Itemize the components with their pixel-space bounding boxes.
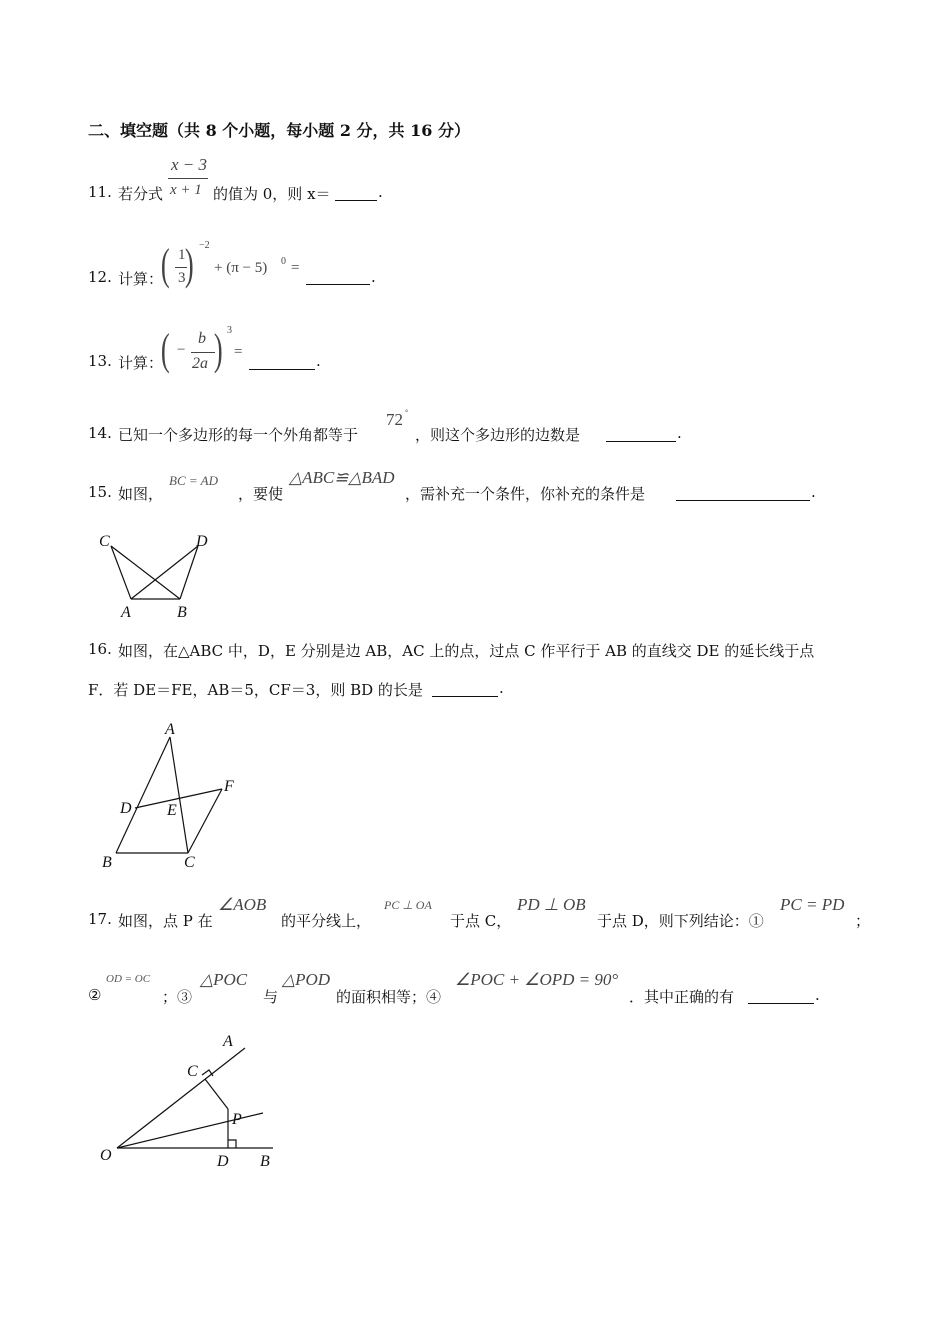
question-text: ．其中正确的有 [629, 988, 735, 1006]
question-number: 17. [88, 910, 112, 928]
label-b: B [260, 1153, 270, 1170]
period: . [677, 424, 682, 442]
fraction-denominator: 3 [178, 270, 186, 286]
answer-blank[interactable] [748, 989, 814, 1004]
fraction-numerator: b [198, 330, 206, 347]
label-c: C [187, 1063, 198, 1080]
label-a: A [121, 604, 131, 621]
given-condition: BC = AD [169, 473, 218, 488]
section-heading: 二、填空题（共 8 个小题，每小题 2 分，共 16 分） [88, 121, 470, 140]
angle-value: 72 [386, 410, 403, 429]
question-text: ，要使 [238, 485, 284, 503]
figure-16 [95, 715, 255, 875]
answer-blank[interactable] [432, 682, 498, 697]
condition-pc-perp-oa: PC ⊥ OA [384, 898, 432, 912]
answer-blank[interactable] [306, 270, 370, 285]
question-number: 12. [88, 268, 112, 286]
question-text: 的值为 0，则 x＝ [213, 185, 331, 203]
right-paren: ) [184, 240, 194, 289]
fraction-bar [168, 178, 208, 179]
question-text: 计算： [118, 270, 164, 288]
answer-blank[interactable] [676, 486, 810, 501]
condition-pd-perp-ob: PD ⊥ OB [517, 895, 586, 914]
answer-blank[interactable] [249, 355, 315, 370]
question-text: 的平分线上， [281, 912, 372, 930]
figure-17 [95, 1028, 285, 1173]
left-paren: ( [160, 240, 170, 289]
label-a: A [223, 1033, 233, 1050]
question-text: 计算： [118, 354, 164, 372]
label-d: D [196, 533, 208, 550]
expression: + (π − 5) [214, 260, 268, 276]
semicolon: ； [855, 912, 871, 930]
label-e: E [167, 802, 177, 819]
equals-sign: = [291, 260, 300, 276]
fraction-denominator: x + 1 [170, 182, 202, 198]
right-paren: ) [213, 325, 223, 374]
conclusion-4: ∠POC + ∠OPD = 90° [455, 970, 619, 989]
label-d: D [120, 800, 132, 817]
question-text: 的面积相等；④ [336, 988, 442, 1006]
segment-cp [205, 1079, 228, 1109]
segment-db [180, 546, 198, 599]
fraction-numerator: x − 3 [171, 155, 208, 174]
period: . [811, 483, 816, 501]
right-angle-mark-c [202, 1070, 213, 1076]
segment-ac [170, 737, 188, 853]
question-text-line1: 如图，在△ABC 中，D，E 分别是边 AB，AC 上的点，过点 C 作平行于 AB 的直线交 DE 的延长线于点 [118, 642, 815, 660]
period: . [371, 268, 376, 286]
question-text: ，则这个多边形的边数是 [415, 426, 581, 444]
fraction-numerator: 1 [178, 247, 186, 263]
label-a: A [165, 721, 175, 738]
question-number: 15. [88, 483, 112, 501]
exponent: 3 [227, 325, 232, 336]
label-c: C [99, 533, 110, 550]
label-b: B [177, 604, 187, 621]
question-text: 如图， [118, 485, 164, 503]
answer-blank[interactable] [335, 186, 377, 201]
question-text: 于点 D，则下列结论：① [597, 912, 764, 930]
degree-sign: ° [405, 408, 409, 417]
label-d: D [217, 1153, 229, 1170]
fraction-bar [191, 352, 215, 353]
left-paren: ( [160, 325, 170, 374]
right-angle-mark-d [228, 1140, 236, 1148]
conclusion-1: PC = PD [780, 895, 845, 914]
fraction-denominator: 2a [192, 355, 208, 372]
triangle-poc: △POC [200, 970, 248, 989]
label-o: O [100, 1147, 112, 1164]
label-f: F [224, 778, 234, 795]
question-text: ；③ [162, 988, 193, 1006]
question-text: 与 [263, 988, 279, 1006]
figure-15 [95, 528, 225, 623]
angle-aob: ∠AOB [218, 895, 267, 914]
period: . [316, 352, 321, 370]
exponent: −2 [199, 240, 210, 251]
question-text-line2: F．若 DE＝FE，AB＝5，CF＝3，则 BD 的长是 [88, 681, 423, 699]
answer-blank[interactable] [606, 427, 676, 442]
circled-2: ② [88, 986, 102, 1004]
triangle-pod: △POD [282, 970, 331, 989]
question-number: 11. [88, 183, 112, 201]
label-p: P [232, 1111, 242, 1128]
question-number: 14. [88, 424, 112, 442]
question-text: 如图，点 P 在 [118, 912, 213, 930]
exponent: 0 [281, 256, 286, 267]
segment-fc [188, 789, 222, 853]
question-text: 若分式 [118, 185, 164, 203]
question-text: ，需补充一个条件，你补充的条件是 [405, 485, 646, 503]
congruence-statement: △ABC≌△BAD [289, 468, 395, 487]
segment-ab [116, 737, 170, 853]
question-number: 16. [88, 640, 112, 658]
label-b: B [102, 854, 112, 871]
question-number: 13. [88, 352, 112, 370]
period: . [815, 986, 820, 1004]
question-text: 于点 C， [450, 912, 512, 930]
question-text: 已知一个多边形的每一个外角都等于 [118, 426, 359, 444]
label-c: C [184, 854, 195, 871]
period: . [378, 183, 383, 201]
minus-sign: − [177, 342, 186, 358]
period: . [499, 679, 504, 697]
equals-sign: = [234, 344, 243, 360]
conclusion-2: OD = OC [106, 973, 151, 985]
segment-da [131, 546, 198, 599]
